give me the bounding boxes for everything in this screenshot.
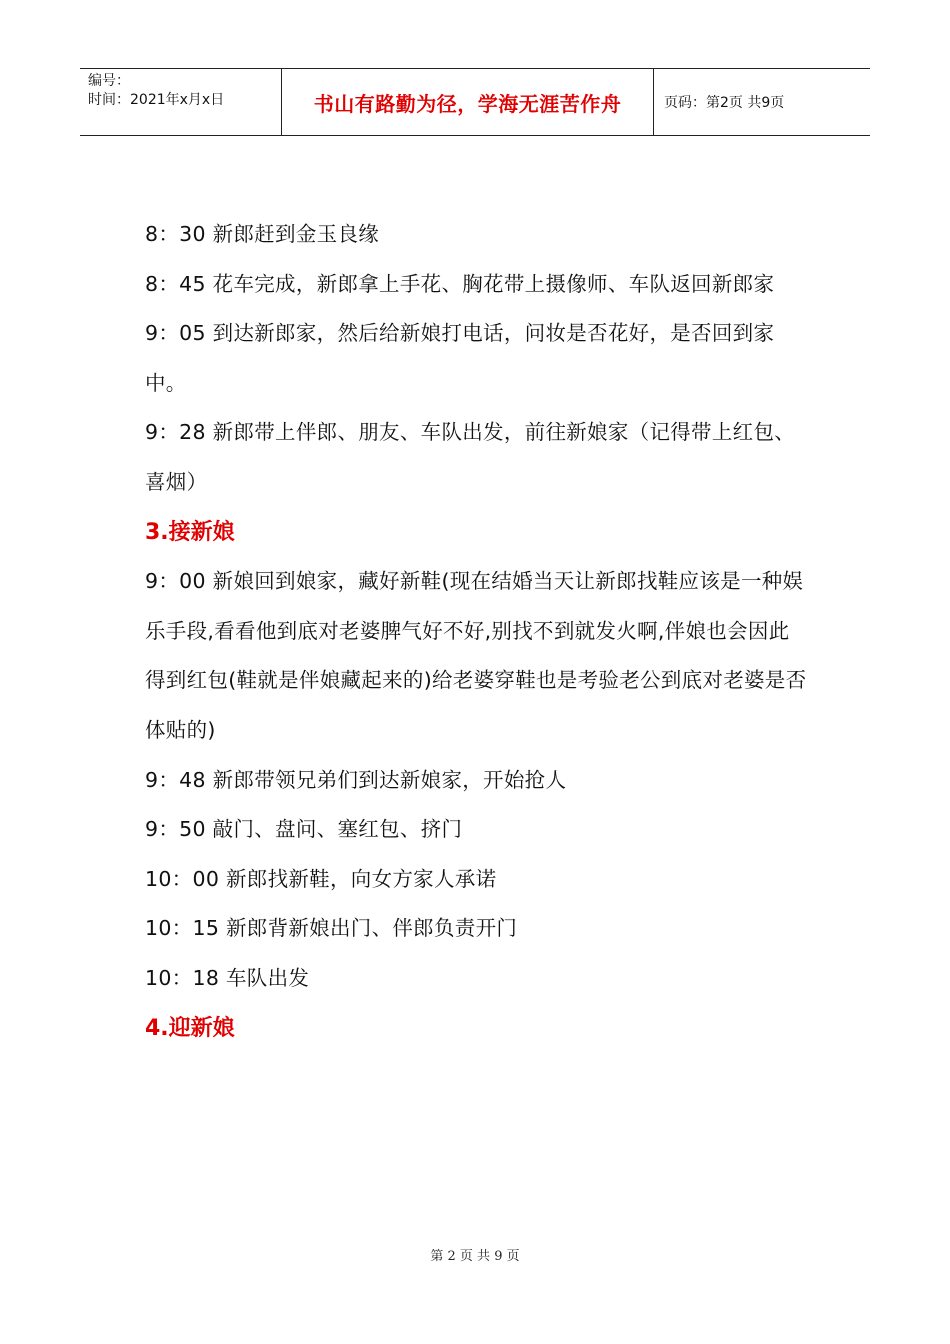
schedule-item: 10：00 新郎找新鞋，向女方家人承诺 [145, 866, 497, 891]
schedule-item: 10：18 车队出发 [145, 965, 310, 990]
header-motto: 书山有路勤为径，学海无涯苦作舟 [282, 69, 654, 135]
schedule-item: 9：28 新郎带上伴郎、朋友、车队出发，前往新娘家（记得带上红包、喜烟） [145, 420, 796, 494]
schedule-item: 9：00 新娘回到娘家，藏好新鞋(现在结婚当天让新郎找鞋应该是一种娱乐手段,看看他到底对老婆脾气好不好,别找不到就发火啊,伴娘也会因此得到红包(鞋就是伴娘藏起来的)给老婆穿鞋也是考验老公到底对老婆是否体贴的) [145, 569, 807, 742]
schedule-item: 10：15 新郎背新娘出门、伴郎负责开门 [145, 916, 518, 941]
schedule-item: 8：45 花车完成，新郎拿上手花、胸花带上摄像师、车队返回新郎家 [145, 271, 775, 296]
page-header [80, 68, 870, 136]
document-date-label: 时间：2021年x月x日 [88, 92, 225, 108]
schedule-item: 9：05 到达新郎家，然后给新娘打电话，问妆是否花好，是否回到家中。 [145, 321, 775, 395]
schedule-item: 8：30 新郎赶到金玉良缘 [145, 222, 380, 246]
document-number-label: 编号： [88, 73, 130, 89]
section-heading-welcome-bride: 4.迎新娘 [145, 1015, 235, 1041]
page-footer: 第 2 页 共 9 页 [430, 1249, 520, 1264]
schedule-item: 9：48 新郎带领兄弟们到达新娘家，开始抢人 [145, 767, 567, 792]
header-meta-cell [80, 69, 282, 135]
header-page-number: 页码：第2页 共9页 [664, 95, 785, 111]
document-body [145, 210, 810, 1053]
schedule-item: 9：50 敲门、盘问、塞红包、挤门 [145, 817, 463, 842]
section-heading-pick-up-bride: 3.接新娘 [145, 519, 235, 545]
